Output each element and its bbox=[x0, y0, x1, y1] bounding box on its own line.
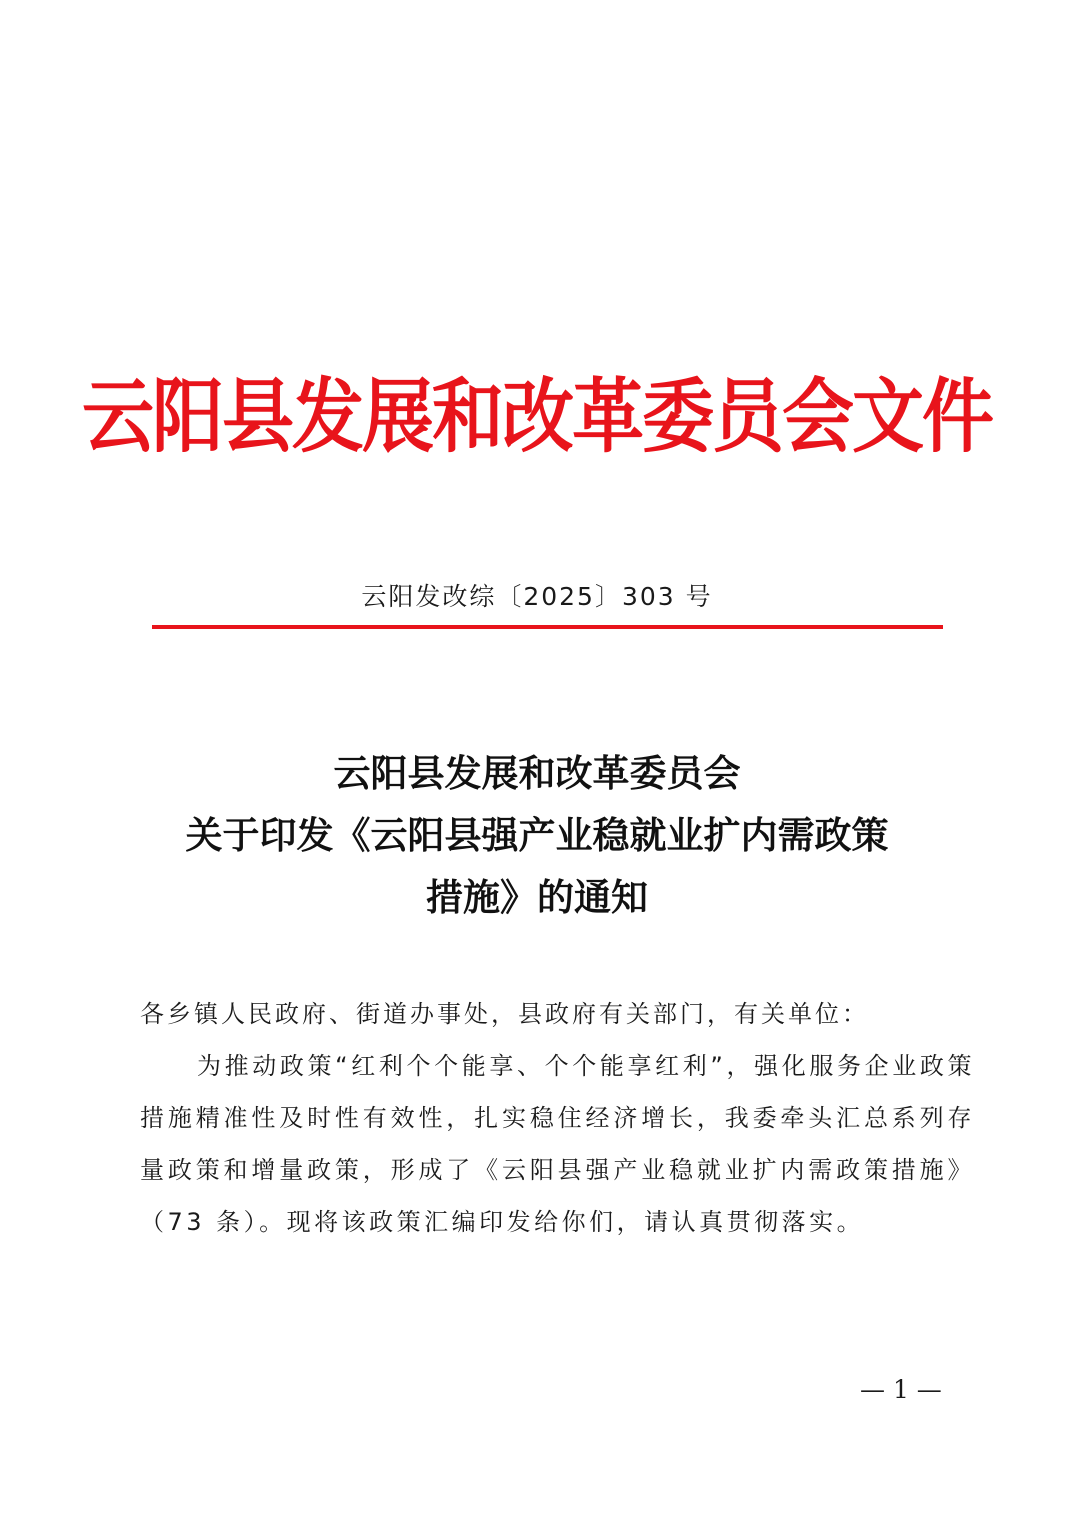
issuer-red-header: 云阳县发展和改革委员会文件 bbox=[81, 368, 992, 464]
document-body bbox=[140, 988, 975, 1248]
title-line-1: 云阳县发展和改革委员会 bbox=[333, 751, 741, 795]
title-line-2: 关于印发《云阳县强产业稳就业扩内需政策 bbox=[185, 813, 889, 857]
page-number: — 1 — bbox=[860, 1375, 942, 1404]
document-title bbox=[0, 742, 1074, 928]
salutation: 各乡镇人民政府、街道办事处，县政府有关部门，有关单位： bbox=[140, 1000, 869, 1028]
red-divider-line bbox=[152, 625, 943, 629]
body-paragraph: 为推动政策“红利个个能享、个个能享红利”，强化服务企业政策措施精准性及时性有效性，扎实稳住经济增长，我委牵头汇总系列存量政策和增量政策，形成了《云阳县强产业稳就业扩内需政策措施》（73 条）。现将该政策汇编印发给你们，请认真贯彻落实。 bbox=[140, 1052, 975, 1236]
title-line-3: 措施》的通知 bbox=[426, 875, 648, 919]
document-number: 云阳发改综〔2025〕303 号 bbox=[361, 582, 713, 611]
